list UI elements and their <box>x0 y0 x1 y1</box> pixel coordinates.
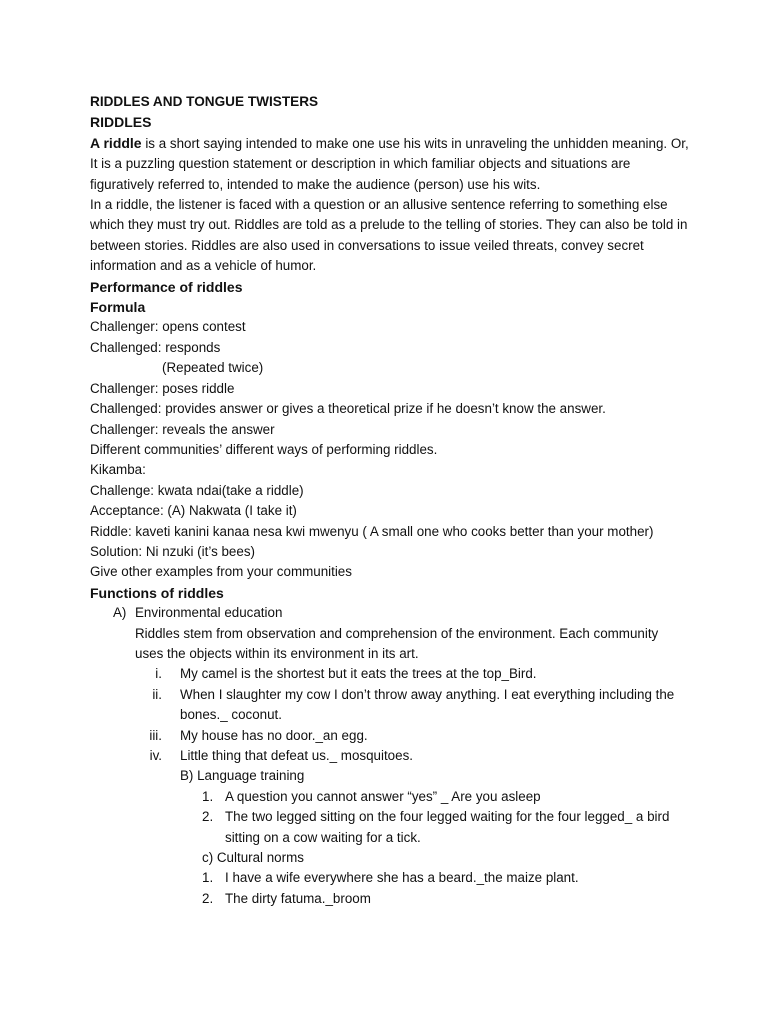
list-item <box>90 685 690 726</box>
list-item-text: My house has no door._an egg. <box>180 727 368 743</box>
list-item <box>90 868 690 888</box>
list-item <box>90 726 690 746</box>
formula-line: Riddle: kaveti kanini kanaa nesa kwi mwenyu ( A small one who cooks better than your mother) <box>90 523 654 539</box>
formula-line: Challenged: provides answer or gives a theoretical prize if he doesn’t know the answer. <box>90 401 606 417</box>
list-marker: A) <box>113 605 127 621</box>
formula-heading: Formula <box>90 299 146 316</box>
formula-line: Challenger: reveals the answer <box>90 421 275 437</box>
formula-line: Challenger: opens contest <box>90 319 246 335</box>
formula-line: Different communities’ different ways of performing riddles. <box>90 441 438 457</box>
list-item-text: A question you cannot answer “yes” _ Are you asleep <box>225 788 541 804</box>
formula-line: Challenged: responds <box>90 339 221 355</box>
formula-line: Challenger: poses riddle <box>90 380 235 396</box>
functions-heading: Functions of riddles <box>90 584 224 601</box>
section-a-label: Environmental education <box>135 605 283 621</box>
list-marker: 1. <box>202 788 214 804</box>
list-marker: iii. <box>149 727 162 743</box>
list-marker: 1. <box>202 870 214 886</box>
formula-line: Solution: Ni nzuki (it’s bees) <box>90 543 255 559</box>
section-c-title: c) Cultural norms <box>202 850 304 866</box>
section-b-title: B) Language training <box>180 768 305 784</box>
list-marker: 2. <box>202 809 214 825</box>
list-marker: 2. <box>202 890 214 906</box>
list-item <box>90 746 690 766</box>
list-item <box>90 664 690 684</box>
formula-line: Kikamba: <box>90 462 146 478</box>
list-item-text: The dirty fatuma._broom <box>225 890 371 906</box>
formula-line: Give other examples from your communities <box>90 564 352 580</box>
section-a-body: Riddles stem from observation and comprehension of the environment. Each community uses the objects within its environment in its art. <box>135 625 659 661</box>
paragraph-1: It is a puzzling question statement or description in which familiar objects and situations are figuratively referred to, intended to make the audience (person) use his wits. <box>90 156 631 192</box>
formula-line: Acceptance: (A) Nakwata (I take it) <box>90 503 297 519</box>
list-marker: i. <box>155 666 162 682</box>
performance-heading: Performance of riddles <box>90 278 243 295</box>
list-item-text: My camel is the shortest but it eats the trees at the top_Bird. <box>180 666 537 682</box>
list-item <box>90 807 690 848</box>
list-marker: iv. <box>149 748 162 763</box>
formula-line: (Repeated twice) <box>162 360 264 376</box>
formula-line: Challenge: kwata ndai(take a riddle) <box>90 482 304 498</box>
document-page <box>90 92 690 909</box>
list-item-text: I have a wife everywhere she has a beard._the maize plant. <box>225 870 579 886</box>
list-item-text: When I slaughter my cow I don’t throw away anything. I eat everything including the bones._ coconut. <box>180 686 675 723</box>
list-item-text: The two legged sitting on the four legged waiting for the four legged_ a bird sitting on a cow waiting for a tick. <box>225 809 670 845</box>
list-item <box>90 889 690 909</box>
definition-text: is a short saying intended to make one use his wits in unraveling the unhidden meaning. Or, <box>141 135 689 151</box>
definition-term: A riddle <box>90 134 142 151</box>
section-a-title <box>90 603 690 623</box>
document-title: RIDDLES AND TONGUE TWISTERS <box>90 94 319 109</box>
definition-paragraph <box>90 133 690 154</box>
paragraph-2: In a riddle, the listener is faced with a question or an allusive sentence referring to something else which they must try out. Riddles are told as a prelude to the telling of stories. They can also be told in between stories. Riddles are also used in conversations to issue veiled threats, convey secret information and as a vehicle of humor. <box>90 197 688 274</box>
list-item <box>90 787 690 807</box>
list-marker: ii. <box>152 686 162 702</box>
list-item-text: Little thing that defeat us._ mosquitoes. <box>180 748 413 763</box>
riddles-heading: RIDDLES <box>90 114 152 131</box>
